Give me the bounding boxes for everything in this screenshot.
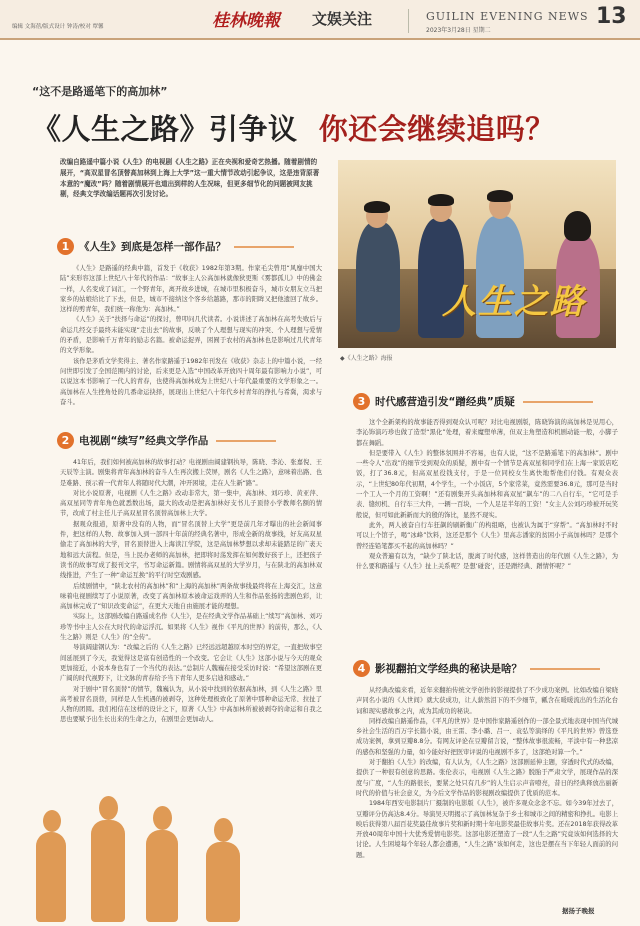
decorative-silhouettes (16, 792, 276, 922)
poster-figure-hair (364, 201, 390, 213)
paragraph: 实际上，这部剧改编自路遥成名作《人生》，是在经典文学作品基础上“续写”高加林、刘巧珍等书中主人公在大时代的命运浮沉。如果将《人生》视作《平凡的世界》的前传，那么，《人生之路》则是《人生》的“全传”。 (60, 613, 322, 642)
masthead (0, 0, 640, 40)
paragraph: 导演阔建钢认为：“改编之后的《人生之路》已经远远超越原本时空的界定，一直把故事空间延展到了今天，我觉得这是富有创造性的一个改变。它会让《人生》这部小说与今天的观众更加接近，小说本身也有了一个当代的表达。”总制片人魏巍在接受采访时说：“希望这部剧在更广阔的时代视野下，让文脉的青春给予当下青年人更多启迪和感动。” (60, 644, 322, 683)
kicker-headline: “这不是路遥笔下的高加林” (32, 85, 168, 98)
section-4-body (356, 686, 618, 904)
section-number-badge: 1 (57, 238, 74, 255)
paper-name-english: GUILIN EVENING NEWS (426, 10, 589, 23)
editors-credit: 编辑 文海蓓/版式设计 钟涛/校对 覃馨 (12, 24, 104, 30)
section-number-badge: 4 (353, 660, 370, 677)
section-title: 《人生》到底是怎样一部作品？ (79, 241, 226, 253)
drama-poster-image (338, 160, 616, 348)
silhouette-head (99, 796, 118, 820)
section-title: 影视翻拍文学经典的秘诀是啥？ (375, 663, 522, 675)
poster-caption-text: 《人生之路》海报 (344, 355, 393, 362)
poster-figure-hair (487, 190, 513, 202)
section-underline (216, 440, 276, 442)
paragraph: 1984年西安电影制片厂摄制的电影版《人生》，被许多观众念念不忘。如今39年过去了，豆瓣评分仍高达8.4分。导演吴天明揭示了高加林复杂于乡土和城市之间的精密和挣扎。电影上映后获得第八届百花奖最佳故事片奖和新时期十年电影奖最佳故事片奖。还在2018年获得改革开放40周年中国十大优秀爱情电影奖。这部电影还塑造了一段“人生之路”究竟该如何选择的大讨论。人生困境每个年轻人都会遭遇，“人生之路”该如何走，这也是摆在当下年轻人面前的问题。 (356, 800, 618, 859)
article-byline: 据扬子晚报 (562, 907, 595, 915)
section-underline (530, 668, 600, 670)
section-3-heading (353, 393, 593, 410)
poster-title: 人生之路 (442, 282, 586, 322)
poster-figure-hair (428, 194, 454, 206)
section-title: 电视剧“续写”经典文学作品 (79, 435, 209, 447)
section-number-badge: 3 (353, 393, 370, 410)
poster-figure (356, 222, 400, 332)
section-name: 文娱关注 (312, 10, 373, 28)
silhouette-head (214, 818, 233, 842)
paragraph: 该作是茅盾文学奖得主、著名作家路遥于1982年刊发在《收获》杂志上的中篇小说，一经问世即引发了全国范围内的讨论，后来更是入选“中国改革开放四十周年最有影响力小说”，可以说这本书影响了一代人的青春，也使得高加林成为上世纪八十年代最重要的文学形象之一。高加林在人生挫角处的几番命运抉择，展现出上世纪八十年代乡村青年的挣扎与希冀，渴求与奋斗。 (60, 357, 323, 406)
silhouette-figure (146, 830, 178, 922)
poster-caption: ◆《人生之路》海报 (340, 355, 393, 362)
section-number-badge: 2 (57, 432, 74, 449)
section-title: 时代感营造引发“蹭经典”质疑 (375, 396, 515, 408)
paragraph: 《人生》关于“扶择与命运”的探讨，曾叩问几代读者。小说讲述了高加林在高考失败后与命运几经交手最终未能实现“走出去”的故事，反映了个人理想与现实的冲突、个人理想与爱情的矛盾，是影响千万青年的励志名篇。被命运捉弄，困囿于农村的高加林也是影响过几代青年的文学形象。 (60, 316, 322, 355)
paragraph: 从经典改编来看，近年来翻拍传统文学创作的影视提供了不少成功案例。比如改编自梁晓声同名小说的《人世间》就大获成功，让人薪然泪下的不少细节，瓤含在暖暖流出的生活化台词和现实感故事之内，成为其成功的秘诀。 (356, 687, 618, 715)
paragraph: 《人生》是路遥的经典中篇，首发于《收获》1982年第3期。作家毛尖曾用“风靡中国大陆”来形容这部上世纪八十年代的作品：“故事主人公高加林就像狄更斯《雾都孤儿》中的佛金一样，人名变成了词汇，一个野青年，离开故乡进城，在城市里积极奋斗，城市女朋友立马把家乡的姑娘给比了下去，但是，城市不接纳这个客乡给越路，那市的阳眸又把他遗回了故乡。这样的剪青年，我们统一称他为：高加林。” (60, 265, 322, 314)
paragraph: 此外，两人被奋自行车狂飙的刷新衡广的构组略，也被认为属于“穿帮”。“高加林时不时可以上个馆子，喝“冰峰”饮料，这还是那个《人生》里高志潘家的贫困小子高加林吗？是那个曾经连铅笔都买不起的高加林吗？” (356, 521, 618, 550)
paragraph: 观众普遍有以为，“缺少了陕北话，脱离了时代感，这样普造出的年代剧《人生之路》，为什么要和路遥与《人生》扯上关系呢？是想‘碰瓷’，还是蹭经典、蹭情怀呢？” (356, 552, 618, 571)
section-underline (523, 401, 593, 403)
silhouette-head (153, 806, 172, 830)
paragraph: 但是要带入《人生》的整体氛围并不容易，也有人说，“这不是路遥笔下的高加林”。剧中一些令人“出戏”的细节受到观众的质疑，剧中有一个情节是高双星和同学们在上海一家饭店吃饭，打了36.8元，但高双星役钱支付，于是一位同校女生离快地帮他们付钱。有观众表示，“上世纪80年代初期，4个学生，一个小饭店，5个家常菜，竟然需要36.8元，那可是当时一个工人一个月的工资啊！”还有剧集开头高加林和高双星“飙车”的二八自行车，“它可是手表、缝纫机、自行车三大件，一辆一百块，一个人足足半年的工资！”女主人公刘巧珍被开玩笑般说，但可如此新新而大的殷的饰比，显然不现实。 (356, 449, 618, 519)
silhouette-figure (91, 820, 125, 922)
paragraph: 对于剧中“冒名顶替”的情节，魏巍认为，从小说中找到的依据高加林，到《人生之路》里高考被冒名顶替，同样是人生机遇的被剥夺，这种处理极致化了原著中那种命运无常、拉扯了人物的团圆。我们相信在这样的设计之下，原著《人生》中高加林所被被剥夺的命运和自我之思也要赋予出生长出来的生命之力，在剧里会更加动人。 (60, 685, 322, 724)
paragraph: 对比小说原著，电视剧《人生之路》改动非常大，第一集中，高加林、刘巧珍、黄亚萍、高双星同等青年角色就悉数出场，最大的改动是把高加林好支书儿子顶替小学教师名额的情节，改成了村主任儿子高双星冒名顶替高加林上大学。 (60, 489, 322, 518)
main-headline (32, 107, 555, 148)
silhouette-figure (36, 832, 66, 922)
paragraph: 据观众报道，原著中没有的人物，而“冒名顶替上大学”更是前几年才曝出的社会新闻事件，把这样的人物、故事加入到一部四十年前的经典名著中，形成全新的故事线，好友高双星偷走了高加林的大学，冒名顶替进入上海读江学院，这是高加林梦想以求却未能踏足的广袤天地和远大前程。但是，当上民办老师的高加林，把即将时荡发挥在如何教好孩子上，还把孩子读书的故事写成了报刊文字，书写命运新篇。剧情将高双星的大学岁月，与在陕北的高加林双线推进，产生了一种“命运互换”的平行时空戏剧感。 (60, 520, 322, 580)
silhouette-figure (206, 842, 240, 922)
section-1-body (60, 264, 322, 408)
section-2-body (60, 458, 322, 803)
poster-figure-hair (564, 211, 591, 241)
section-3-body (356, 418, 618, 638)
silhouette-head (43, 810, 61, 832)
paragraph: 这个全新架构的故事能否得到观众认可呢？对比电视剧版，陈晓饰演的高加林是见用心，李沁饰演巧珍也做了造型“黑化”处理，着来魔塑单薄，但双主角塑造和机剧动能一般，小脚子都在舞蹈。 (356, 419, 618, 447)
headline-part2: 你还会继续追吗？ (318, 112, 555, 146)
page-number: 13 (596, 4, 627, 29)
section-underline (234, 246, 294, 248)
section-1-heading (57, 238, 294, 255)
issue-date: 2023年3月28日 星期二 (426, 27, 491, 34)
paper-logo: 桂林晚報 (212, 11, 280, 31)
paragraph: 41年后，我们如何被高加林的故事打动？电视剧由阔建钢执导，陈晓、李沁、张嘉倪、王天辰等主演。剧集将青年高加林的奋斗人生再次搬上荧屏，剧名《人生之路》，意味着出路、也是难路、预示着一代青年人将随时代大潮，冲开困境，走在人生新“路”。 (60, 459, 322, 487)
lead-paragraph: 改编自路遥中篇小说《人生》的电视剧《人生之路》正在央视和爱奇艺热播。随着剧情的展开，“高双星冒名顶替高加林到上海上大学”这一重大情节改动引起争议，这是违背原著本意的“魔改”吗？随着剧情展开也道出到样的人生况味，但更多细节化的问题被网友挑剔，经典文学改编话题再次引发讨论。 (60, 158, 320, 199)
paragraph: 对于翻拍《人生》的改编，有人认为，《人生之路》这部剧延伸主题，穿透时代式的改编，提供了一种很有创意的思路。张伦表示，电视剧《人生之路》脱胎于严肃文学，展现作品的深度与广度，“人生的路很长，要紧之处只有几步”的人生启示声音嘹亮，昔日的经典释放出丽新时代的价值与社会意义，为今后文学作品的影视剧改编提供了优质的范本。 (356, 759, 618, 797)
headline-part1: 《人生之路》引争议 (32, 112, 298, 146)
section-2-heading (57, 432, 276, 449)
masthead-divider (408, 9, 409, 33)
section-4-heading (353, 660, 600, 677)
paragraph: 后续剧情中，“陕北农村的高加林”和“上海的高加林”两条故事线最终将在上海交汇，这意味着电视剧续写了小说原著，改变了高加林原本被命运戏弄的人生和作品张扬的悲剧色彩，让高加林完成了“知识改变命运”，在更大天地自由施展才能的理想。 (60, 582, 322, 611)
paragraph: 同样改编自路遥作品，《平凡的世界》是中国作家路遥创作的一部全景式地表现中国当代城乡社会生活的百万字长篇小说，由王雷、李小璐、吕一、袁弘等演绎的《平凡的世界》曾选登成功案例，拿到豆瓣8.8分。有网友评论在豆瓣留言说，“整体故事很流畅，平淡中有一种悲凉的感伤和坚强的力量，如今能好好把医审评说的电视剧不多了，这部绝对算一个。” (356, 717, 618, 756)
